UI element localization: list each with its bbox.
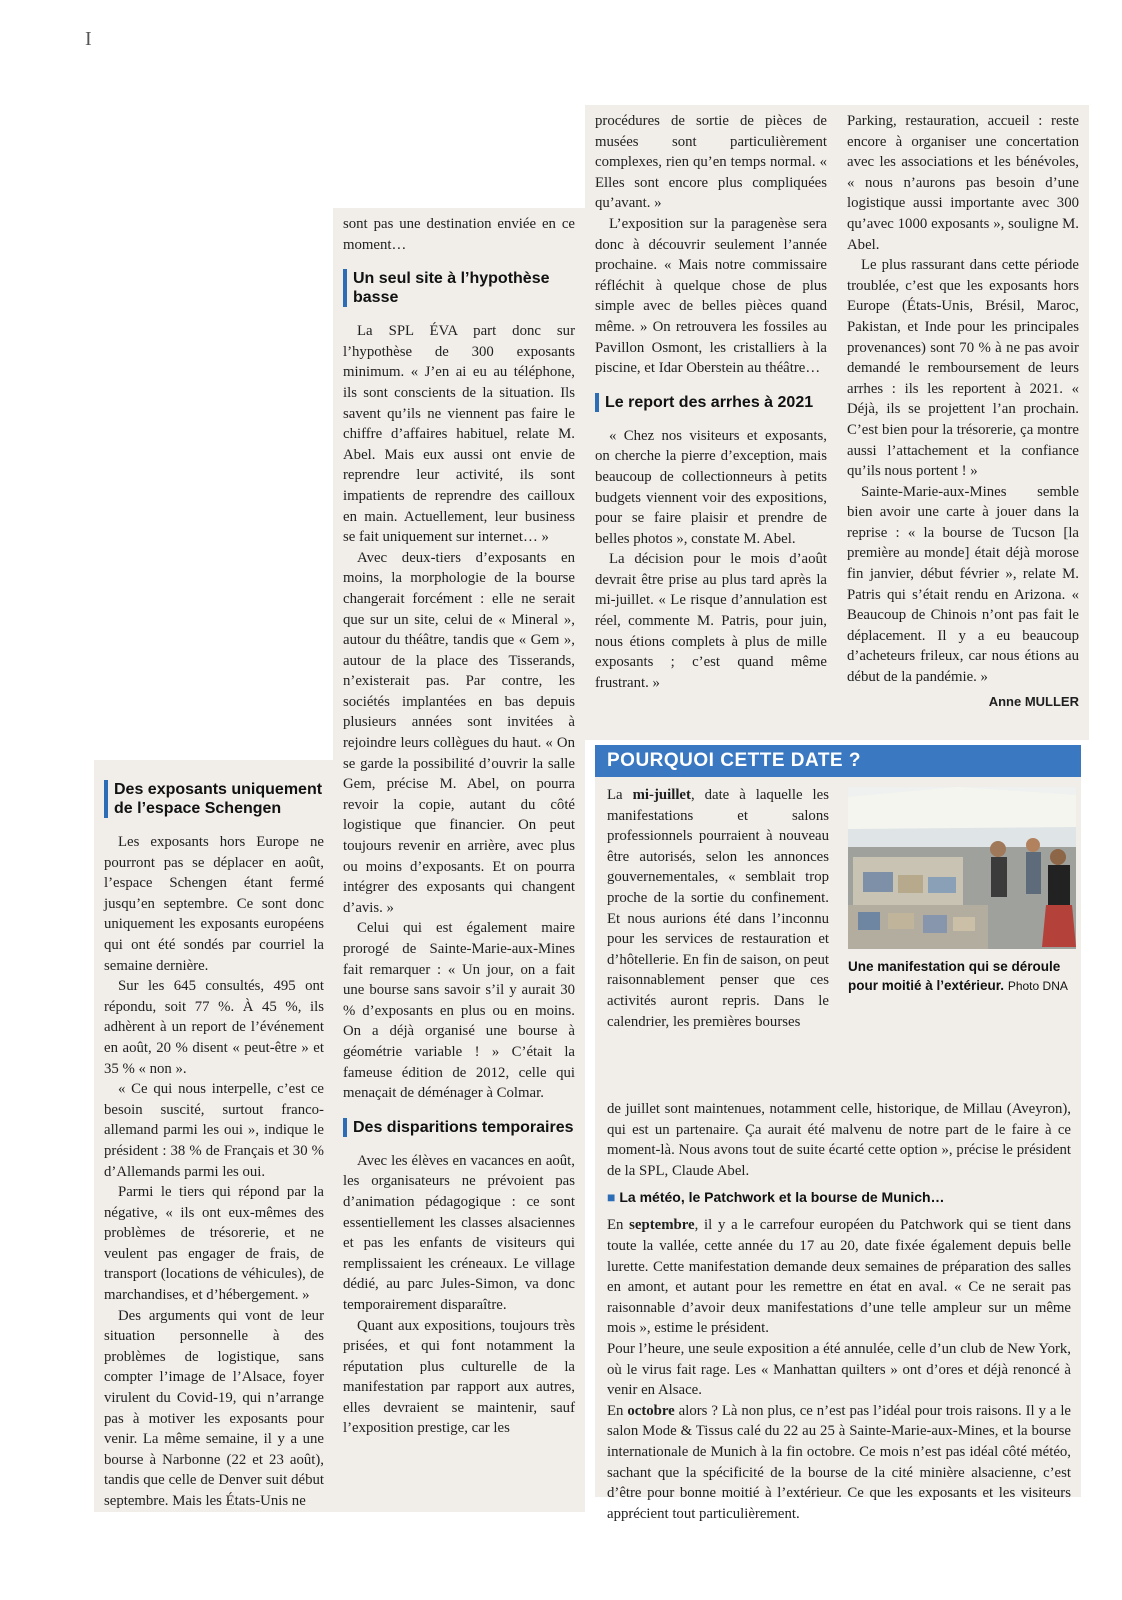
box-subheading: ■ La météo, le Patchwork et la bourse de Munich…	[607, 1189, 945, 1206]
paragraph: Le plus rassurant dans cette période troublée, c’est que les exposants hors Europe (États-Unis, Brésil, Maroc, Pakistan, et Inde pour les principales provenances) sont 70 % à ne pas avoir demandé le remboursement de leurs arrhes : ils les reportent à 2021. « Déjà, ils se projettent l’an prochain. C’est bien pour la trésorerie, ça montre aussi l’attachement et la confiance qu’ils nous portent ! »	[847, 257, 1079, 480]
byline: Anne MULLER	[988, 693, 1079, 709]
photo-caption: Une manifestation qui se déroule pour moitié à l’extérieur. Photo DNA	[848, 959, 1068, 993]
paragraph: Avec les élèves en vacances en août, les organisateurs ne prévoient pas d’animation pédagogique : ce sont essentiellement les classes alsaciennes et pas les enfants de visiteurs qui remplissaient les créneaux. Le village dédié, au parc Jules-Simon, va donc temporairement disparaître.	[343, 1152, 575, 1313]
paragraph: Les exposants hors Europe ne pourront pas se déplacer en août, l’espace Schengen étant fermé jusqu’en septembre. Ce sont donc uniquement les exposants européens qui ont été sondés par courriel la semaine dernière.	[104, 834, 324, 974]
paragraph: Parmi le tiers qui répond par la négative, « ils ont eux-mêmes des problèmes de trésorerie, et ne veulent pas engager de frais, de transport (locations de véhicules), de marchandises, et d’hébergement. »	[104, 1184, 324, 1304]
sidebar-box-pourquoi	[595, 745, 1081, 1522]
article-column-4	[837, 105, 1089, 740]
box-paragraph: de juillet sont maintenues, notamment celle, historique, de Millau (Aveyron), qui est un partenaire. Ça aurait été malvenu de notre part de le faire à ce moment-là. Nous avons tout de suite écarté cette option », précise le président de la SPL, Claude Abel.	[607, 1101, 1071, 1179]
photo-credit: Photo DNA	[1007, 979, 1068, 993]
paragraph: procédures de sortie de pièces de musées sont particulièrement complexes, rien qu’en temps normal. « Elles sont encore plus compliquées qu’avant. »	[595, 113, 827, 212]
paragraph: « Ce qui nous interpelle, c’est ce besoin suscité, surtout franco-allemand parmi les oui », indique le président : 38 % de Français et 30 % d’Allemands parmi les oui.	[104, 1081, 324, 1180]
article-column-1	[94, 760, 334, 1512]
heading-un-seul-site: Un seul site à l’hypothèse basse	[343, 269, 575, 307]
paragraph: Parking, restauration, accueil : reste encore à organiser une concertation avec les associations et les bénévoles, « nous n’aurons pas besoin d’une logistique aussi importante avec 300 qu’avec 1000 exposants », souligne M. Abel.	[847, 113, 1079, 253]
heading-disparitions: Des disparitions temporaires	[343, 1118, 575, 1137]
box-title: POURQUOI CETTE DATE ?	[595, 745, 1081, 777]
box-paragraph: En septembre, il y a le carrefour européen du Patchwork qui se tient dans toute la vallée, cette année du 17 au 20, date fixée également depuis belle lurette. Cette manifestation demande deux semaines de préparation des salles en amont, et autant pour les remettre en état en aval. « Ce ne serait pas raisonnable d’avoir deux manifestations d’une telle ampleur sur un même mois », estime le président.	[607, 1217, 1071, 1337]
paragraph: Sainte-Marie-aux-Mines semble bien avoir une carte à jouer dans la reprise : « la bourse de Tucson [la première au monde] était déjà morose fin janvier, début février », relate M. Patris qui s’était rendu en Arizona. « Beaucoup de Chinois n’ont pas fait le déplacement. Il y a eu beaucoup d’acheteurs frileux, car nous étions au début de la pandémie. »	[847, 483, 1079, 686]
square-bullet-icon: ■	[607, 1189, 620, 1206]
box-paragraph: En octobre alors ? Là non plus, ce n’est pas l’idéal pour trois raisons. Il y a le salon Mode & Tissus calé du 22 au 25 à Sainte-Marie-aux-Mines, et la bourse internationale de Munich à la fin octobre. Ce mois n’est pas idéal côté météo, sachant que la spécificité de la bourse de la cité minière alsacienne, c’est d’être pour bonne moitié à l’extérieur. Ce que les exposants et les visiteurs apprécient tout particulièrement.	[607, 1402, 1071, 1522]
heading-report-arrhes: Le report des arrhes à 2021	[595, 393, 827, 412]
paragraph: L’exposition sur la paragenèse sera donc à découvrir seulement l’année prochaine. « Mais notre commissaire réfléchit à quelque chose de plus simple avec de belles pièces quand même. » On retrouvera les fossiles au Pavillon Osmont, les cristalliers à la piscine, et Idar Oberstein au théâtre…	[595, 215, 827, 377]
market-photo	[848, 787, 1076, 949]
paragraph: Celui qui est également maire prorogé de Sainte-Marie-aux-Mines fait remarquer : « Un jour, on a fait une bourse sans savoir s’il y aurait 30 % d’exposants en plus ou en moins. On a déjà organisé une bourse à géométrie variable ! » C’était la fameuse édition de 2012, celle qui menaçait de déménager à Colmar.	[343, 920, 575, 1102]
article-column-2	[333, 208, 585, 1512]
paragraph: sont pas une destination enviée en ce moment…	[343, 216, 575, 253]
scan-mark: I	[85, 28, 92, 50]
paragraph: Avec deux-tiers d’exposants en moins, la morphologie de la bourse changerait forcément : elle ne serait que sur un site, celui de « Mineral », autour du théâtre, tandis que « Gem », autour de la place des Tisserands, n’existerait pas. Par contre, les sociétés implantées en bas depuis plusieurs années sont invitées à rejoindre leurs collègues du haut. « On se garde la possibilité d’ouvrir la salle Gem, précise M. Abel, on pourra revoir la copie, autant du côté logistique que financier. On peut toujours revenir en arrière, avec plus ou moins d’exposants. Et on pourra intégrer des exposants qui changent d’avis. »	[343, 549, 575, 916]
paragraph: « Chez nos visiteurs et exposants, on cherche la pierre d’exception, mais beaucoup de collectionneurs à petits budgets viennent voir des expositions, pour se faire plaisir et prendre de belles photos », constate M. Abel.	[595, 427, 827, 547]
box-lead-paragraph: La mi-juillet, date à laquelle les manifestations et salons professionnels pourraient à nouveau être autorisés, selon les annonces gouvernementales, « semblait trop proche de la sortie du confinement. Et nous aurions été dans l’inconnu pour les services de restauration et d’hôtellerie. En fin de saison, on peut raisonnablement penser que ces activités auront repris. Dans le calendrier, les premières bourses	[607, 787, 829, 1030]
paragraph: La décision pour le mois d’août devrait être prise au plus tard après la mi-juillet. « Le risque d’annulation est réel, commente M. Patris, pour juin, nous étions complets à plus de mille exposants ; c’est quand même frustrant. »	[595, 551, 827, 691]
paragraph: La SPL ÉVA part donc sur l’hypothèse de 300 exposants minimum. « J’en ai eu au téléphone, ils sont conscients de la situation. Ils savent qu’ils ne viennent pas faire le chiffre d’affaires habituel, relate M. Abel. Mais eux aussi ont envie de reprendre leur activité, ils sont impatients de reprendre des cailloux en main. Actuellement, leur business se fait uniquement sur internet… »	[343, 323, 575, 546]
box-paragraph: Pour l’heure, une seule exposition a été annulée, celle d’un club de New York, où le virus fait rage. Les « Manhattan quilters » ont d’ores et déjà renoncé à venir en Alsace.	[607, 1340, 1071, 1399]
paragraph: Des arguments qui vont de leur situation personnelle à des problèmes de logistique, sans compter l’image de l’Alsace, foyer virulent du Covid-19, qui n’arrange pas à motiver les exposants pour venir. La même semaine, il y a une bourse à Narbonne (22 et 23 août), tandis que celle de Denver suit début septembre. Mais les États-Unis ne	[104, 1307, 324, 1509]
paragraph: Quant aux expositions, toujours très prisées, et qui font notamment la réputation plus culturelle de la manifestation par rapport aux autres, elles devraient se maintenir, sauf l’exposition prestige, car les	[343, 1317, 575, 1437]
article-column-3	[585, 105, 837, 740]
paragraph: Sur les 645 consultés, 495 ont répondu, soit 77 %. À 45 %, ils adhèrent à un report de l’événement en août, 20 % disent « peut-être » et 35 % « non ».	[104, 978, 324, 1077]
heading-schengen: Des exposants uniquement de l’espace Schengen	[104, 780, 324, 818]
